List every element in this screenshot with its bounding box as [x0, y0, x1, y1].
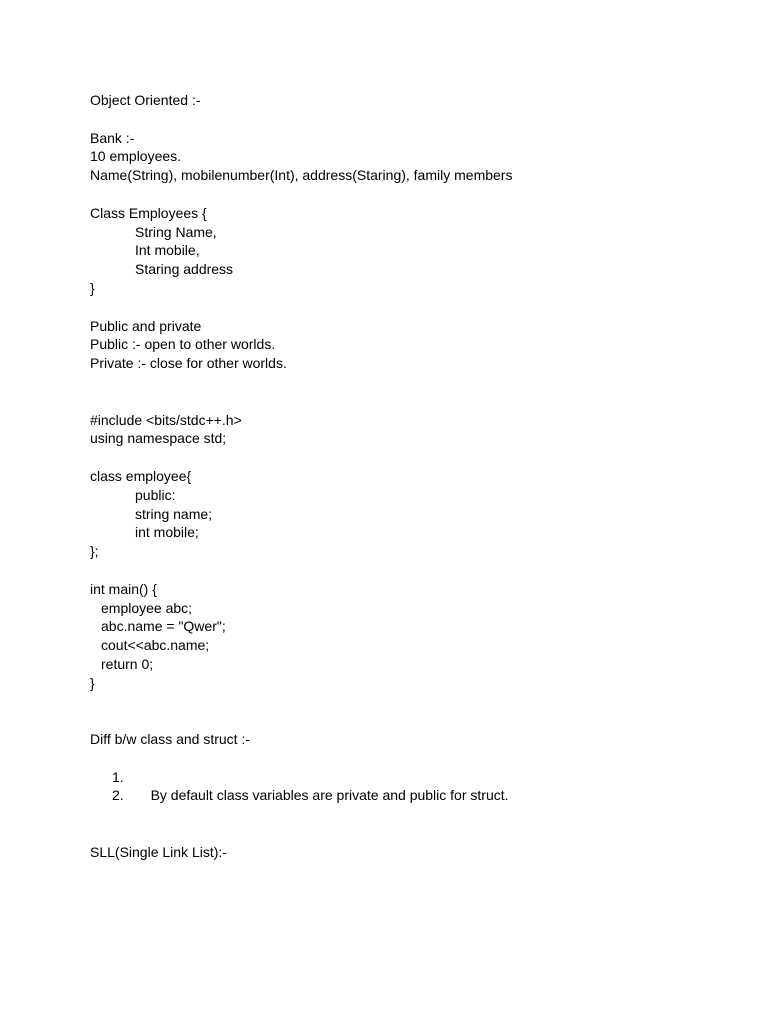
blank-line	[90, 711, 730, 730]
sll-heading: SLL(Single Link List):-	[90, 843, 227, 860]
list-item-text: By default class variables are private and public for struct.	[150, 787, 509, 804]
blank-line	[90, 298, 730, 317]
blank-line	[90, 185, 730, 204]
document-body	[90, 91, 730, 862]
bank-line-employees: 10 employees.	[90, 148, 182, 165]
blank-line	[90, 561, 730, 580]
main-code-close: }	[90, 674, 95, 691]
main-code-line: abc.name = "Qwer";	[101, 618, 226, 635]
class-pseudo-field: String Name,	[135, 223, 217, 240]
blank-line	[90, 824, 730, 843]
list-number: 2.	[112, 787, 124, 804]
class-code-line: public:	[135, 486, 176, 503]
class-code-open: class employee{	[90, 467, 192, 484]
class-code-line: int mobile;	[135, 524, 199, 541]
access-public: Public :- open to other worlds.	[90, 336, 276, 353]
blank-line	[90, 448, 730, 467]
diff-title: Diff b/w class and struct :-	[90, 731, 251, 748]
blank-line	[90, 373, 730, 392]
class-pseudo-field: Int mobile,	[135, 242, 200, 259]
heading-object-oriented: Object Oriented :-	[90, 92, 201, 108]
bank-title: Bank :-	[90, 129, 135, 146]
diff-list-item	[90, 749, 730, 804]
class-pseudo-field: Staring address	[135, 261, 234, 278]
access-private: Private :- close for other worlds.	[90, 355, 287, 372]
blank-line	[90, 110, 730, 129]
bank-line-fields: Name(String), mobilenumber(Int), address(Staring), family members	[90, 167, 513, 184]
code-include: #include <bits/stdc++.h>	[90, 411, 242, 428]
list-number: 1.	[112, 768, 124, 785]
blank-line	[90, 392, 730, 411]
main-code-open: int main() {	[90, 580, 157, 597]
class-pseudo-open: Class Employees {	[90, 204, 207, 221]
main-code-line: return 0;	[101, 655, 154, 672]
blank-line	[90, 693, 730, 712]
class-pseudo-close: }	[90, 279, 95, 296]
blank-line	[90, 805, 730, 824]
access-title: Public and private	[90, 317, 202, 334]
code-namespace: using namespace std;	[90, 430, 227, 447]
main-code-line: employee abc;	[101, 599, 193, 616]
main-code-line: cout<<abc.name;	[101, 637, 210, 654]
class-code-line: string name;	[135, 505, 213, 522]
class-code-close: };	[90, 543, 99, 560]
